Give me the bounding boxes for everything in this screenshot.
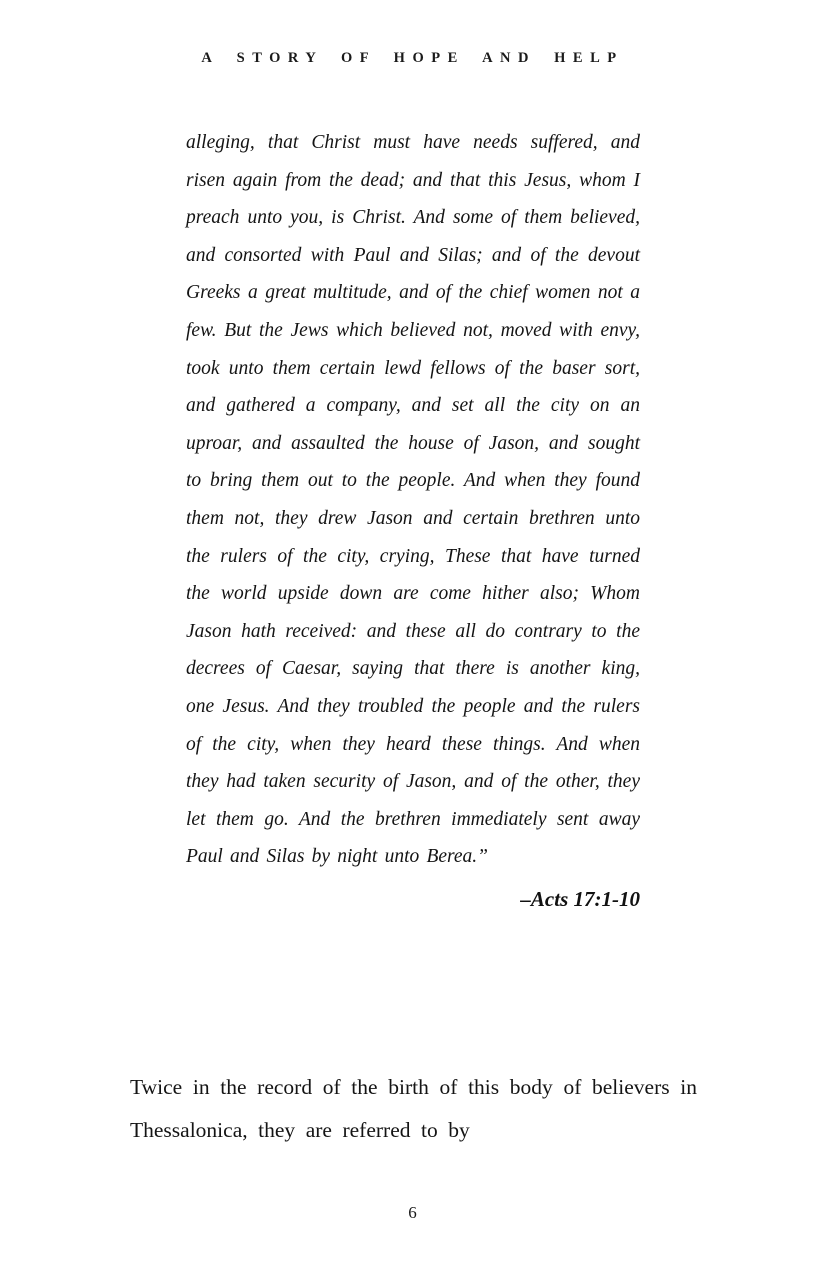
scripture-quote-block — [186, 124, 640, 915]
scripture-quote-text: alleging, that Christ must have needs suffered, and risen again from the dead; and that this Jesus, whom I preach unto you, is Christ. And some of them believed, and consorted with Paul and Silas; and of the devout Greeks a great multitude, and of the chief women not a few. But the Jews which believed not, moved with envy, took unto them certain lewd fellows of the baser sort, and gathered a company, and set all the city on an uproar, and assaulted the house of Jason, and sought to bring them out to the people. And when they found them not, they drew Jason and certain brethren unto the rulers of the city, crying, These that have turned the world upside down are come hither also; Whom Jason hath received: and these all do contrary to the decrees of Caesar, saying that there is another king, one Jesus. And they troubled the people and the rulers of the city, when they heard these things. And when they had taken security of Jason, and of the other, they let them go. And the brethren immediately sent away Paul and Silas by night unto Berea.” — [186, 132, 640, 868]
running-header: A STORY OF HOPE AND HELP — [201, 50, 624, 66]
page-number: 6 — [408, 1203, 417, 1222]
body-paragraph: Twice in the record of the birth of this body of believers in Thessalonica, they are referred to by — [130, 1075, 697, 1142]
scripture-quote-attribution: –Acts 17:1-10 — [520, 886, 640, 911]
